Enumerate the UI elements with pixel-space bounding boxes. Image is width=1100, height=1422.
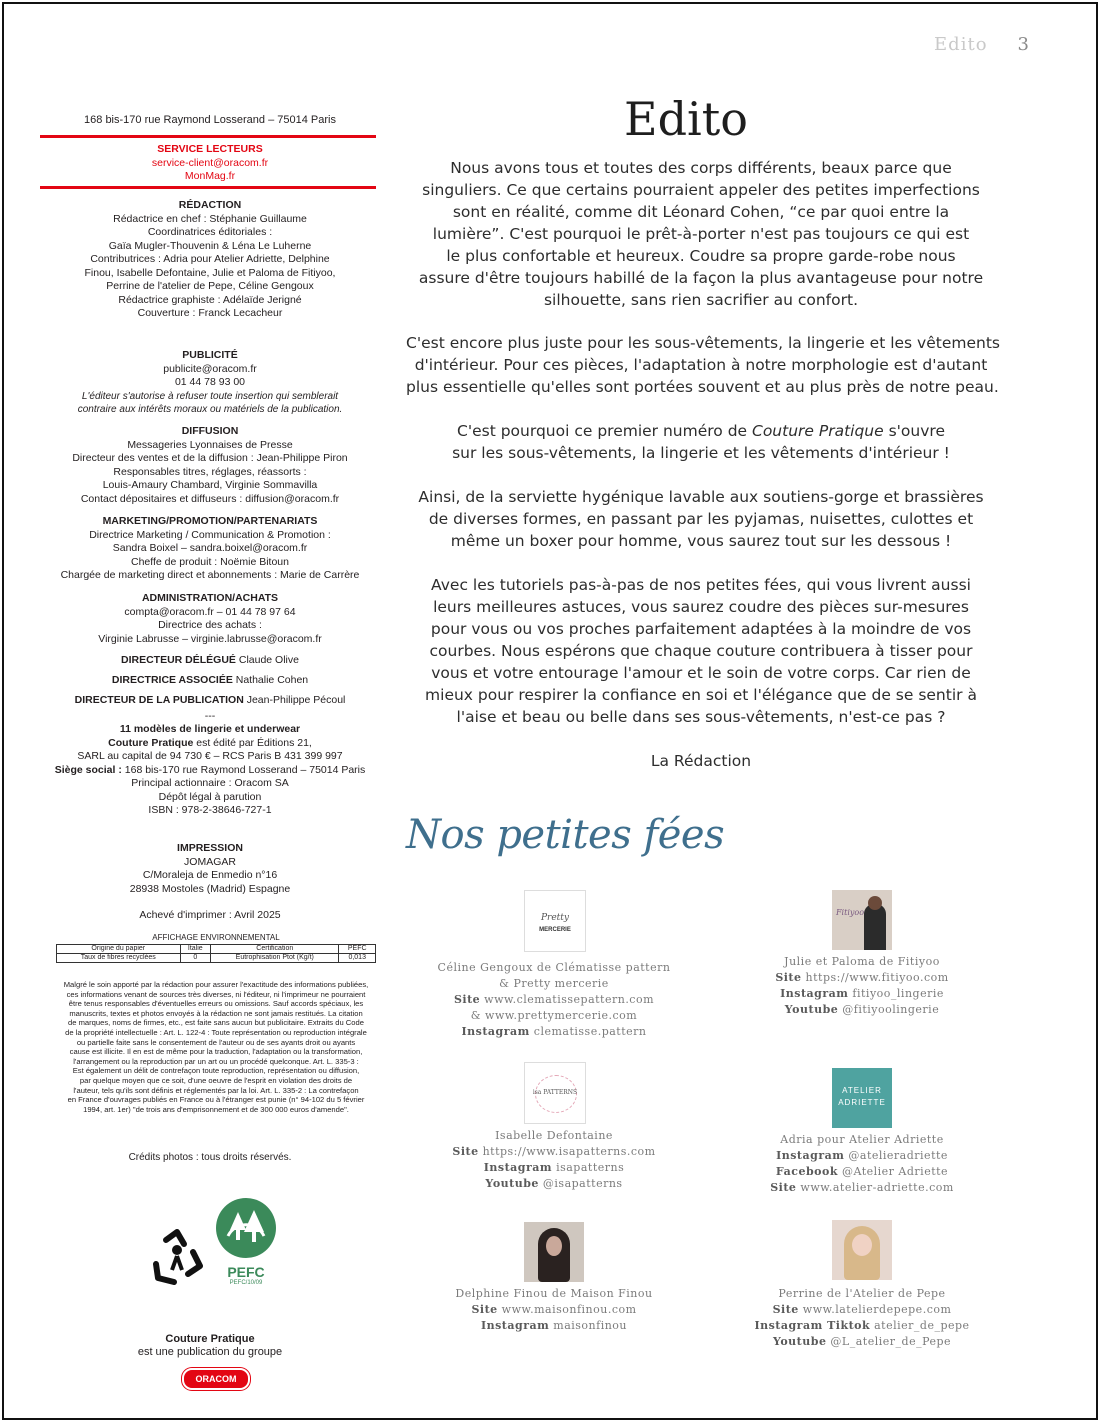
site-link[interactable]: www.clematissepattern.com [480, 993, 655, 1006]
facebook-label: Facebook [775, 1165, 838, 1178]
publicite-email[interactable]: publicite@oracom.fr [163, 362, 257, 375]
fee-name: Julie et Paloma de Fitiyoo [784, 955, 940, 968]
impression-line: 28938 Mostoles (Madrid) Espagne [129, 882, 291, 895]
edito-signature: La Rédaction [650, 752, 752, 770]
impression-block [40, 838, 380, 896]
page-number: 3 [1017, 34, 1030, 55]
pefc-label: PEFC [227, 1264, 265, 1280]
directrice-associee [40, 674, 380, 688]
fee-name: Isabelle Defontaine [495, 1129, 613, 1142]
perrine-photo [832, 1220, 892, 1280]
site-label: Site [772, 1303, 799, 1316]
service-lecteurs [40, 143, 380, 184]
instagram-label: Instagram [480, 1319, 550, 1332]
redaction-line: Perrine de l'atelier de Pepe, Céline Gengoux [106, 280, 314, 292]
edition-block [40, 723, 380, 818]
pefc-tree-icon [214, 1196, 278, 1260]
instagram-label: Instagram [461, 1025, 530, 1038]
edition-isbn: ISBN : 978-2-38646-727-1 [148, 804, 272, 816]
administration-block [40, 588, 380, 646]
table-cell: 0,013 [339, 954, 376, 963]
publicite-note: contraire aux intérêts moraux ou matériels de la publication. [77, 404, 343, 415]
youtube-handle[interactable]: @L_atelier_de_Pepe [826, 1335, 952, 1348]
site-label: Site [453, 993, 481, 1006]
running-header [934, 34, 1030, 55]
fee-name: Adria pour Atelier Adriette [780, 1133, 944, 1146]
table-row [57, 954, 376, 963]
publicite-block [40, 345, 380, 417]
diffusion-line: Louis-Amaury Chambard, Virginie Sommavilla [102, 479, 318, 491]
pretty-mercerie-logo [524, 890, 586, 952]
edition-siege-value: 168 bis-170 rue Raymond Losserand – 75014 Paris [121, 763, 366, 776]
youtube-handle[interactable]: @fitiyoolingerie [838, 1003, 940, 1016]
directeur-publication [40, 694, 380, 708]
footer-publication [40, 1333, 380, 1359]
marketing-block [40, 511, 380, 583]
redaction-block [40, 195, 380, 321]
instagram-label: Instagram [483, 1161, 553, 1174]
table-cell: Origine du papier [57, 945, 181, 954]
instagram-label: Instagram [754, 1319, 823, 1332]
pefc-logo [214, 1196, 278, 1286]
directrice-associee-label: DIRECTRICE ASSOCIÉE [111, 674, 233, 686]
marketing-line: Cheffe de produit : Noëmie Bitoun [131, 555, 289, 568]
pefc-code: PEFC/10/09 [229, 1280, 263, 1286]
table-cell: 0 [180, 954, 211, 963]
redaction-line: Rédactrice graphiste : Adélaïde Jerigné [118, 293, 302, 306]
edition-actionnaire: Principal actionnaire : Oracom SA [131, 777, 289, 789]
directeur-delegue-label: DIRECTEUR DÉLÉGUÉ [121, 654, 236, 666]
site-label: Site [452, 1145, 479, 1158]
recycle-icon [146, 1226, 208, 1288]
edition-sarl: SARL au capital de 94 730 € – RCS Paris B 431 399 997 [77, 750, 343, 762]
marketing-title: MARKETING/PROMOTION/PARTENARIATS [102, 515, 318, 527]
table-cell: Taux de fibres recyclées [57, 954, 181, 963]
logo-text: ADRIETTE [838, 1098, 886, 1107]
fee-adria [712, 1132, 1012, 1196]
edition-pub-rest: est édité par Éditions 21, [193, 736, 312, 749]
acheve-imprimer: Achevé d'imprimer : Avril 2025 [139, 909, 281, 921]
impression-title: IMPRESSION [177, 842, 243, 854]
redaction-line: Coordinatrices éditoriales : [147, 226, 273, 238]
red-rule-top [40, 135, 376, 138]
instagram-handle[interactable]: clematisse.pattern [529, 1025, 647, 1038]
photo-caption: Fitiyoo [836, 908, 865, 917]
diffusion-line: Responsables titres, réglages, réassorts : [113, 465, 307, 478]
youtube-handle[interactable]: @isapatterns [538, 1177, 623, 1190]
table-row [57, 945, 376, 954]
redaction-line: Finou, Isabelle Defontaine, Julie et Paloma de Fitiyoo, [84, 266, 336, 279]
directrice-associee-name: Nathalie Cohen [235, 674, 309, 686]
administration-line: Directrice des achats : [158, 619, 262, 631]
youtube-label: Youtube [784, 1003, 839, 1016]
directeur-delegue [40, 654, 380, 668]
isapatterns-logo [524, 1062, 586, 1124]
oracom-logo: ORACOM [182, 1368, 250, 1390]
instagram-handle[interactable]: atelier_de_pepe [870, 1319, 970, 1332]
edito-paragraph-4: Ainsi, de la serviette hygénique lavable aux soutiens-gorge et brassières de diverses formes, en passant par les pyjamas, nuisettes, culottes et même un boxer pour homme, vous saurez tout sur les dessous ! [418, 488, 984, 550]
fee-name: Céline Gengoux de Clématisse pattern [437, 961, 671, 974]
edito-paragraph-1: Nous avons tous et toutes des corps différents, beaux parce que singuliers. Ce que certains pourraient appeler des petites imperfections sont en réalité, comme dit Léonard Cohen, “ce par quoi entre la lumière”. C'est pourquoi le prêt-à-porter n'est pas toujours ce qui est le plus confortable et heureux. Coudre sa propre garde-robe nous assure d'être toujours habillé de la façon la plus avantageuse pour notre silhouette, sans rien sacrifier au confort. [418, 159, 984, 309]
fee-name: Perrine de l'Atelier de Pepe [778, 1287, 946, 1300]
edition-models: 11 modèles de lingerie et underwear [119, 723, 301, 735]
instagram-handle[interactable]: fitiyoo_lingerie [848, 987, 944, 1000]
service-lecteurs-site[interactable]: MonMag.fr [184, 170, 236, 182]
directeur-delegue-name: Claude Olive [238, 654, 299, 666]
fee-perrine [712, 1286, 1012, 1350]
fee-name: & Pretty mercerie [499, 977, 609, 990]
credits-photos: Crédits photos : tous droits réservés. [128, 1152, 292, 1163]
table-cell: Italie [180, 945, 211, 954]
table-cell: PEFC [339, 945, 376, 954]
footer-text: est une publication du groupe [137, 1346, 283, 1358]
fee-isabelle [404, 1128, 704, 1192]
instagram-label: Instagram [780, 987, 849, 1000]
logo-text: isa PATTERNS [532, 1089, 578, 1096]
table-cell: Certification [211, 945, 339, 954]
administration-title: ADMINISTRATION/ACHATS [141, 592, 279, 604]
logo-text: MERCERIE [539, 927, 571, 933]
site-link[interactable]: www.latelierdepepe.com [798, 1303, 952, 1316]
publicite-note: L'éditeur s'autorise à refuser toute insertion qui semblerait [81, 390, 339, 402]
red-rule-bottom [40, 186, 376, 189]
masthead-address: 168 bis-170 rue Raymond Losserand – 75014 Paris [84, 114, 336, 126]
administration-line: Virginie Labrusse – virginie.labrusse@oracom.fr [98, 632, 322, 645]
logo-text: Pretty [540, 913, 569, 923]
youtube-label: Youtube [485, 1177, 539, 1190]
fees-title: Nos petites fées [406, 812, 725, 858]
page-title: Edito [624, 92, 748, 146]
marketing-line: Directrice Marketing / Communication & Promotion : [89, 528, 331, 541]
service-lecteurs-email[interactable]: service-client@oracom.fr [151, 156, 269, 169]
directeur-publication-label: DIRECTEUR DE LA PUBLICATION [74, 694, 244, 706]
service-lecteurs-title: SERVICE LECTEURS [157, 143, 263, 155]
instagram-handle[interactable]: maisonfinou [549, 1319, 628, 1332]
affichage-table [56, 944, 376, 963]
site-link[interactable]: www.maisonfinou.com [497, 1303, 637, 1316]
redaction-line: Rédactrice en chef : Stéphanie Guillaume [113, 212, 307, 225]
redaction-line: Contributrices : Adria pour Atelier Adriette, Delphine [90, 253, 330, 265]
fee-celine [404, 960, 704, 1040]
youtube-label: Youtube [772, 1335, 827, 1348]
fee-name: Delphine Finou de Maison Finou [455, 1287, 653, 1300]
instagram-handle[interactable]: @atelieradriette [844, 1149, 948, 1162]
site-link[interactable]: www.atelier-adriette.com [796, 1181, 954, 1194]
diffusion-title: DIFFUSION [181, 425, 239, 437]
footer-brand: Couture Pratique [165, 1333, 255, 1345]
atelier-adriette-logo [832, 1068, 892, 1128]
diffusion-line: Messageries Lyonnaises de Presse [127, 438, 293, 451]
administration-line: compta@oracom.fr – 01 44 78 97 64 [124, 605, 296, 618]
marketing-line: Sandra Boixel – sandra.boixel@oracom.fr [112, 542, 308, 554]
redaction-line: Couverture : Franck Lecacheur [137, 307, 283, 319]
instagram-label: Instagram [776, 1149, 845, 1162]
site-link[interactable]: https://www.fitiyoo.com [801, 971, 949, 984]
fee-julie [712, 954, 1012, 1018]
section-name: Edito [934, 34, 988, 55]
edito-paragraph-3: C'est pourquoi ce premier numéro de Couture Pratique s'ouvre sur les sous-vêtements, la lingerie et les vêtements d'intérieur ! [452, 422, 950, 462]
edito-paragraph-2: C'est encore plus juste pour les sous-vêtements, la lingerie et les vêtements d'intérieur. Pour ces pièces, l'adaptation à notre morphologie est d'autant plus essentielle qu'elles sont portées souvent et au plus près de notre peau. [406, 334, 1000, 396]
publicite-phone: 01 44 78 93 00 [174, 376, 246, 388]
delphine-photo [524, 1222, 584, 1282]
site-label: Site [770, 1181, 797, 1194]
impression-line: C/Moraleja de Enmedio n°16 [142, 869, 278, 881]
separator: --- [204, 710, 216, 722]
edition-pub-name: Couture Pratique [108, 736, 194, 749]
edition-depot: Dépôt légal à parution [158, 790, 262, 803]
site-link[interactable]: & www.prettymercerie.com [470, 1009, 638, 1022]
instagram-handle[interactable]: isapatterns [552, 1161, 625, 1174]
edition-siege-label: Siège social : [54, 763, 122, 776]
redaction-line: Gaïa Mugler-Thouvenin & Léna Le Luherne [108, 239, 312, 252]
site-label: Site [471, 1303, 498, 1316]
table-cell: Eutrophisation Ptot (Kg/t) [211, 954, 339, 963]
julie-photo [832, 890, 892, 950]
diffusion-line: Contact dépositaires et diffuseurs : diffusion@oracom.fr [80, 492, 340, 505]
publicite-title: PUBLICITÉ [182, 349, 238, 361]
site-label: Site [775, 971, 802, 984]
site-link[interactable]: https://www.isapatterns.com [478, 1145, 656, 1158]
diffusion-block [40, 421, 380, 506]
edito-paragraph-5: Avec les tutoriels pas-à-pas de nos petites fées, qui vous livrent aussi leurs meilleures astuces, vous saurez coudre des pièces sur-mesures pour vous ou vos proches parfaitement adaptées à la moindre de vos courbes. Nous espérons que chaque couture contribuera à tisser pour vous et votre entourage l'amour et le soin de votre corps. Car rien de mieux pour respirer la confiance en soi et l'élégance que de se sentir à l'aise et beau ou belle dans ses sous-vêtements, n'est-ce pas ? [425, 576, 977, 726]
directeur-publication-name: Jean-Philippe Pécoul [246, 694, 346, 706]
affichage-title: AFFICHAGE ENVIRONNEMENTAL [152, 933, 280, 942]
tiktok-label: Tiktok [822, 1319, 871, 1332]
legal-notice: Malgré le soin apporté par la rédaction pour assurer l'exactitude des informations publiées, ces informations venant de sources très diverses, ni l'éditeur, ni l'imprimeur ne pourraient être tenus responsables d'éventuelles erreurs ou omissions. Sauf accords spéciaux, les manuscrits, textes et photos envoyés à la rédaction ne sont jamais restitués. La citation de marques, noms de firmes, etc., est faite sans aucun but publicitaire. Extraits du Code de la propriété intellectuelle : Art. L. 122-4 : Toute représentation ou reproduction intégrale ou partielle faite sans le consentement de l'auteur ou de ses ayants droit ou ayants cause est illicite. Il en est de même pour la traduction, l'adaptation ou la transformation, l'arrangement ou la reproduction par un art ou un procédé quelconque. Art. L. 335-3 : Est également un délit de contrefaçon toute reproduction, représentation ou diffusion, par quelque moyen que ce soit, d'une oeuvre de l'esprit en violation des droits de l'auteur, tels qu'ils sont définis et réglementés par la loi. Art. L. 335-2 : La contrefaçon en France d'ouvrages publiés en France ou à l'étranger est punie (n° 94-102 du 5 février 1994, art. 1er) "de trois ans d'emprisonnement et de 300 000 euros d'amende". [63, 980, 369, 1114]
redaction-title: RÉDACTION [178, 199, 242, 211]
fee-delphine [404, 1286, 704, 1334]
impression-line: JOMAGAR [184, 855, 236, 868]
diffusion-line: Directeur des ventes et de la diffusion : Jean-Philippe Piron [72, 452, 348, 464]
facebook-handle[interactable]: @Atelier Adriette [837, 1165, 949, 1178]
logo-text: ATELIER [842, 1086, 882, 1095]
marketing-line: Chargée de marketing direct et abonnements : Marie de Carrère [60, 569, 360, 581]
